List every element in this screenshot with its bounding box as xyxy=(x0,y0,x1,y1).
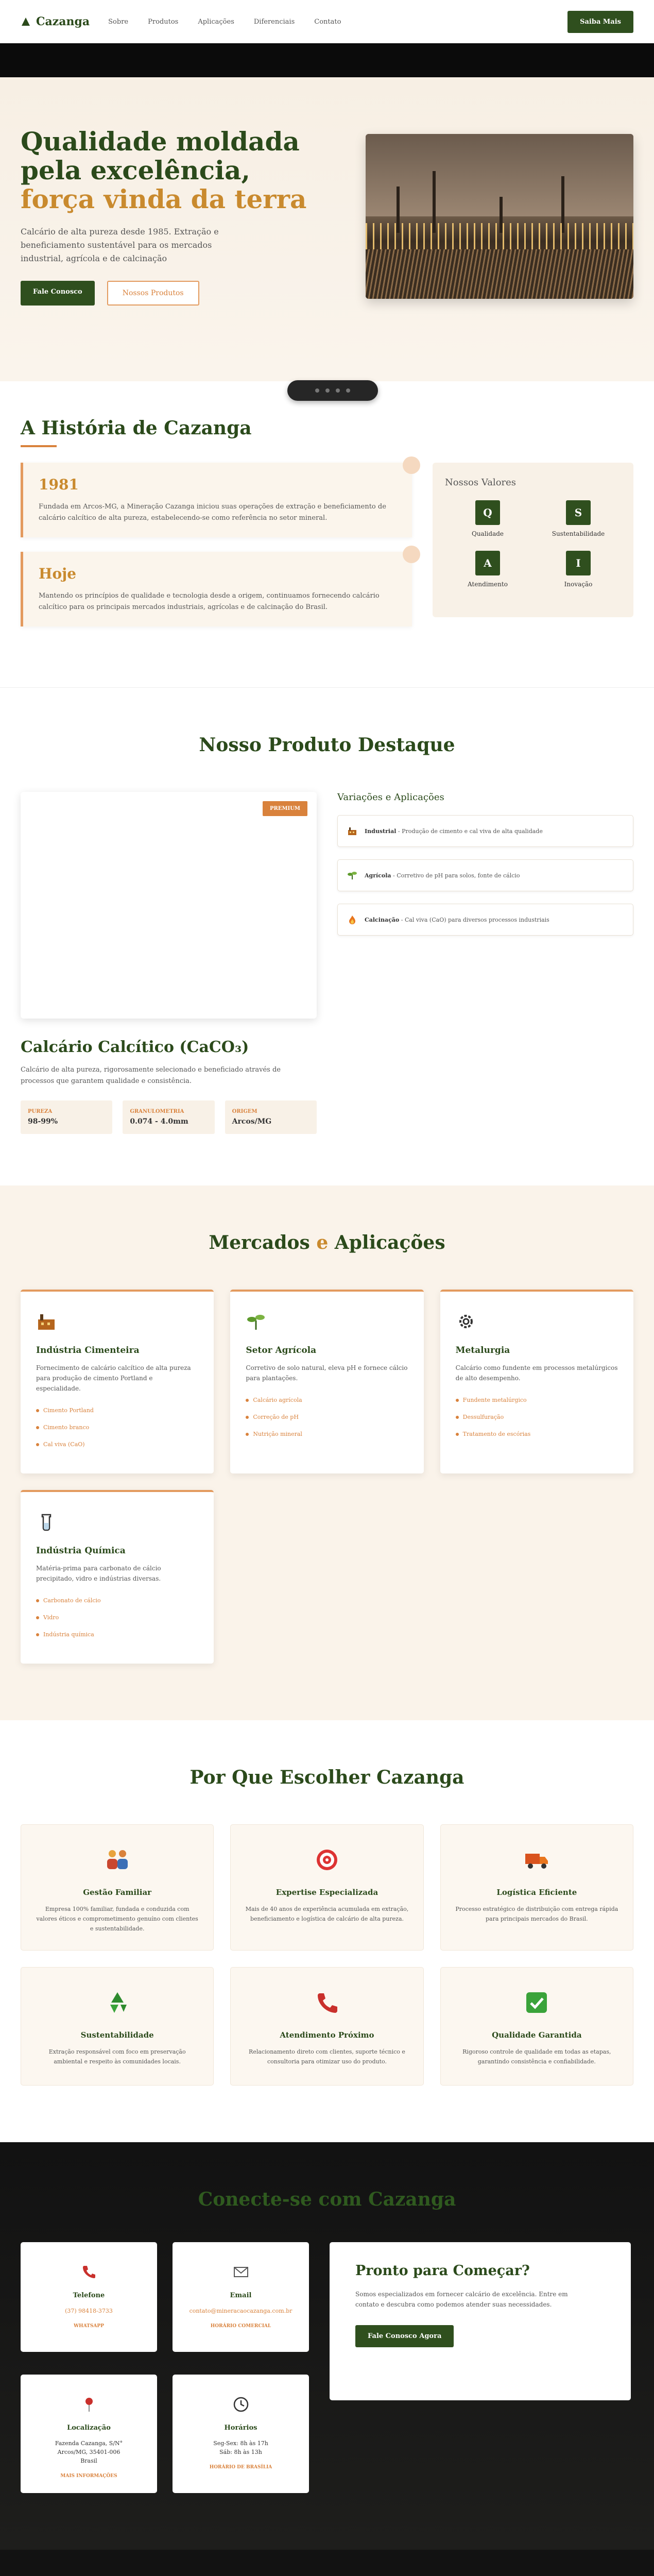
why-card-qualidade xyxy=(440,1967,633,2086)
value-badge: I xyxy=(566,551,591,575)
markets-title xyxy=(21,1232,633,1253)
value-qualidade xyxy=(445,500,530,537)
toolbar-dot-icon[interactable] xyxy=(336,388,340,393)
variation-text: - Corretivo de pH para solos, fonte de cálcio xyxy=(391,872,520,879)
contact-card-value[interactable]: (37) 98418-3733 xyxy=(65,2308,113,2314)
why-card-text: Mais de 40 anos de experiência acumulada em extração, beneficiamento e logística de calcário de alta pureza. xyxy=(245,1906,409,1922)
contact-title: Conecte-se com Cazanga xyxy=(198,2189,456,2210)
variations-title: Variações e Aplicações xyxy=(337,792,444,803)
market-card-agricola xyxy=(230,1290,423,1473)
variation-name: Agrícola xyxy=(365,872,391,879)
factory-icon xyxy=(347,826,357,836)
floating-toolbar[interactable] xyxy=(287,380,378,401)
why-card-gestao xyxy=(21,1824,214,1951)
value-atendimento xyxy=(445,551,530,588)
contact-card-location[interactable] xyxy=(21,2375,157,2493)
nav-produtos[interactable]: Produtos xyxy=(148,18,179,26)
contact-card-value[interactable]: contato@mineracaocazanga.com.br xyxy=(189,2308,292,2314)
market-text: Matéria-prima para carbonato de cálcio precipitado, vidro e indústrias diversas. xyxy=(36,1565,161,1582)
fire-icon xyxy=(347,914,357,925)
product-name: Calcário Calcítico (CaCO₃) xyxy=(21,1038,249,1056)
hero-title-line2: pela excelência, xyxy=(21,155,250,185)
hero-subtitle: Calcário de alta pureza desde 1985. Extração e beneficiamento sustentável para os mercados industrial, agrícola e de calcinação xyxy=(21,227,219,263)
why-card-text: Empresa 100% familiar, fundada e conduzida com valores éticos e comprometimento genuíno com clientes e sustentabilidade. xyxy=(36,1906,198,1932)
spec-value: 98-99% xyxy=(28,1117,58,1126)
hero-title-line3: força vinda da terra xyxy=(21,184,307,214)
why-card-text: Relacionamento direto com clientes, suporte técnico e consultoria para otimizar uso do produto. xyxy=(249,2048,405,2065)
value-label: Sustentabilidade xyxy=(552,530,605,537)
value-sustentabilidade xyxy=(536,500,621,537)
value-label: Inovação xyxy=(564,581,593,588)
value-badge: S xyxy=(566,500,591,525)
market-card-metalurgia xyxy=(440,1290,633,1473)
fale-conosco-button[interactable]: Fale Conosco xyxy=(21,281,95,306)
premium-badge: PREMIUM xyxy=(263,801,307,816)
history-card-hoje xyxy=(21,552,412,626)
pin-icon xyxy=(80,2395,98,2414)
product-description: Calcário de alta pureza, rigorosamente selecionado e beneficiado através de processos que garantem qualidade e consistência. xyxy=(21,1066,281,1085)
decor-circle xyxy=(403,546,420,563)
history-text: Mantendo os princípios de qualidade e tecnologia desde a origem, continuamos fornecendo calcário calcítico para os principais mercados industriais, agrícolas e de calcinação do Brasil. xyxy=(39,592,380,611)
spec-value: Arcos/MG xyxy=(232,1117,272,1126)
market-item: Dessulfuração xyxy=(456,1414,618,1420)
why-card-text: Rigoroso controle de qualidade em todas as etapas, garantindo consistência e confiabilidade. xyxy=(462,2048,611,2065)
variation-agricola xyxy=(337,859,633,891)
phone-icon xyxy=(80,2263,98,2281)
phone-icon xyxy=(313,1988,341,2017)
why-card-expertise xyxy=(230,1824,423,1951)
market-title: Indústria Cimenteira xyxy=(36,1345,140,1355)
market-item: Fundente metalúrgico xyxy=(456,1397,618,1403)
value-label: Qualidade xyxy=(471,530,504,537)
history-card-1981 xyxy=(21,463,412,537)
market-title: Metalurgia xyxy=(455,1345,510,1355)
contact-card-tag[interactable]: MAIS INFORMAÇÕES xyxy=(60,2473,117,2479)
recycle-icon xyxy=(103,1988,132,2017)
spec-granulometria xyxy=(123,1100,214,1134)
clock-icon xyxy=(232,2395,250,2414)
market-text: Fornecimento de calcário calcítico de alta pureza para produção de cimento Portland e especialidade. xyxy=(36,1364,191,1392)
why-card-text: Processo estratégico de distribuição com entrega rápida para principais mercados do Brasil. xyxy=(455,1906,618,1922)
spec-value: 0.074 - 4.0mm xyxy=(130,1117,188,1126)
contact-card-hours xyxy=(173,2375,309,2493)
market-card-cimenteira xyxy=(21,1290,214,1473)
cta-panel xyxy=(330,2242,631,2400)
market-item: Correção de pH xyxy=(246,1414,408,1420)
checkmark-icon xyxy=(522,1988,551,2017)
values-title: Nossos Valores xyxy=(445,477,517,488)
history-year: 1981 xyxy=(39,476,79,493)
contact-card-tag: HORÁRIO COMERCIAL xyxy=(210,2324,271,2329)
why-card-title: Sustentabilidade xyxy=(80,2030,154,2040)
toolbar-dot-icon[interactable] xyxy=(325,388,330,393)
why-card-title: Gestão Familiar xyxy=(83,1888,152,1897)
toolbar-dot-icon[interactable] xyxy=(346,388,350,393)
contact-card-value: Fazenda Cazanga, S/N° Arcos/MG, 35401-006 Brasil xyxy=(55,2440,123,2464)
market-item: Vidro xyxy=(36,1614,198,1621)
market-title: Indústria Química xyxy=(36,1546,126,1556)
market-card-quimica xyxy=(21,1490,214,1664)
hero-title xyxy=(21,127,324,214)
hero-section xyxy=(0,77,654,381)
brand-name: Cazanga xyxy=(36,15,90,28)
markets-title-amp: e xyxy=(316,1232,329,1253)
market-title: Setor Agrícola xyxy=(246,1345,317,1355)
contact-card-email[interactable] xyxy=(173,2242,309,2352)
value-inovacao xyxy=(536,551,621,588)
history-title: A História de Cazanga xyxy=(21,417,252,439)
market-item: Cimento branco xyxy=(36,1424,198,1431)
why-section xyxy=(0,1720,654,2142)
spec-key: GRANULOMETRIA xyxy=(130,1109,184,1114)
variation-calcinacao xyxy=(337,904,633,936)
site-header xyxy=(0,0,654,43)
site-footer xyxy=(0,2550,654,2576)
variation-text: - Cal viva (CaO) para diversos processos industriais xyxy=(399,916,549,923)
contact-card-title: Email xyxy=(230,2292,252,2299)
why-card-title: Atendimento Próximo xyxy=(280,2030,374,2040)
market-item: Cal viva (CaO) xyxy=(36,1441,198,1448)
spec-pureza xyxy=(21,1100,112,1134)
variation-name: Industrial xyxy=(365,827,397,835)
value-badge: A xyxy=(475,551,500,575)
market-text: Calcário como fundente em processos metalúrgicos de alto desempenho. xyxy=(455,1364,618,1382)
main-nav xyxy=(108,18,341,26)
value-label: Atendimento xyxy=(468,581,508,588)
factory-icon xyxy=(36,1311,57,1332)
history-text: Fundada em Arcos-MG, a Mineração Cazanga iniciou suas operações de extração e beneficiamento de calcário calcítico de alta pureza, estabelecendo-se como referência no setor mineral. xyxy=(39,503,386,522)
values-panel xyxy=(433,463,633,617)
markets-title-main: Mercados xyxy=(209,1232,310,1253)
contact-card-title: Localização xyxy=(67,2424,111,2432)
decor-circle xyxy=(403,456,420,474)
cta-text: Somos especializados em fornecer calcário de excelência. Entre em contato e descubra como podemos atender suas necessidades. xyxy=(355,2291,568,2308)
gear-icon xyxy=(456,1311,476,1332)
nav-contato[interactable]: Contato xyxy=(314,18,341,26)
why-card-title: Logística Eficiente xyxy=(496,1888,577,1897)
why-title: Por Que Escolher Cazanga xyxy=(190,1767,464,1788)
spec-origem xyxy=(225,1100,317,1134)
contact-section xyxy=(0,2142,654,2550)
variation-text: - Produção de cimento e cal viva de alta qualidade xyxy=(396,827,543,835)
contact-card-title: Telefone xyxy=(73,2292,105,2299)
hero-title-line1: Qualidade moldada xyxy=(21,126,300,157)
seedling-icon xyxy=(347,870,357,880)
title-underline xyxy=(21,445,57,447)
hero-image-industrial-site xyxy=(366,134,633,299)
contact-card-title: Horários xyxy=(224,2424,257,2432)
market-item: Carbonato de cálcio xyxy=(36,1597,198,1604)
nav-aplicacoes[interactable]: Aplicações xyxy=(198,18,234,26)
toolbar-dot-icon[interactable] xyxy=(315,388,319,393)
variation-industrial xyxy=(337,815,633,847)
brand-logo[interactable] xyxy=(21,15,90,28)
beaker-icon xyxy=(36,1512,57,1532)
spec-key: ORIGEM xyxy=(232,1109,257,1114)
family-icon xyxy=(103,1845,132,1874)
market-item: Cimento Portland xyxy=(36,1407,198,1414)
target-icon xyxy=(313,1845,341,1874)
why-card-sustentabilidade xyxy=(21,1967,214,2086)
why-card-title: Qualidade Garantida xyxy=(492,2030,582,2040)
envelope-icon xyxy=(232,2263,250,2281)
fale-conosco-agora-button[interactable]: Fale Conosco Agora xyxy=(355,2325,454,2347)
market-item: Calcário agrícola xyxy=(246,1397,408,1403)
truck-icon xyxy=(522,1845,551,1874)
saiba-mais-button[interactable]: Saiba Mais xyxy=(567,11,633,33)
product-image xyxy=(21,792,317,1019)
markets-title-end: Aplicações xyxy=(334,1232,445,1253)
dark-band xyxy=(0,43,654,77)
contact-card-tag: HORÁRIO DE BRASÍLIA xyxy=(209,2465,272,2470)
contact-card-phone[interactable] xyxy=(21,2242,157,2352)
market-item: Tratamento de escórias xyxy=(456,1431,618,1437)
seedling-icon xyxy=(246,1311,266,1332)
nav-diferenciais[interactable]: Diferenciais xyxy=(253,18,295,26)
mountain-icon xyxy=(21,16,31,27)
why-card-text: Extração responsável com foco em preservação ambiental e respeito às comunidades locais. xyxy=(48,2048,186,2065)
why-card-atendimento xyxy=(230,1967,423,2086)
product-section-title: Nosso Produto Destaque xyxy=(199,734,455,756)
nossos-produtos-button[interactable]: Nossos Produtos xyxy=(107,281,199,306)
contact-card-value: Seg-Sex: 8h às 17h Sáb: 8h às 13h xyxy=(213,2440,268,2455)
market-item: Indústria química xyxy=(36,1631,198,1638)
contact-card-tag: WHATSAPP xyxy=(74,2324,104,2329)
nav-sobre[interactable]: Sobre xyxy=(108,18,129,26)
history-section xyxy=(0,381,654,687)
why-card-title: Expertise Especializada xyxy=(276,1888,378,1897)
spec-key: PUREZA xyxy=(28,1109,53,1114)
market-item: Nutrição mineral xyxy=(246,1431,408,1437)
variation-name: Calcinação xyxy=(365,916,400,923)
market-text: Corretivo de solo natural, eleva pH e fornece cálcio para plantações. xyxy=(246,1364,408,1382)
history-year: Hoje xyxy=(39,565,77,582)
product-section xyxy=(0,687,654,1185)
why-card-logistica xyxy=(440,1824,633,1951)
value-badge: Q xyxy=(475,500,500,525)
markets-section xyxy=(0,1185,654,1720)
cta-title: Pronto para Começar? xyxy=(355,2263,530,2279)
